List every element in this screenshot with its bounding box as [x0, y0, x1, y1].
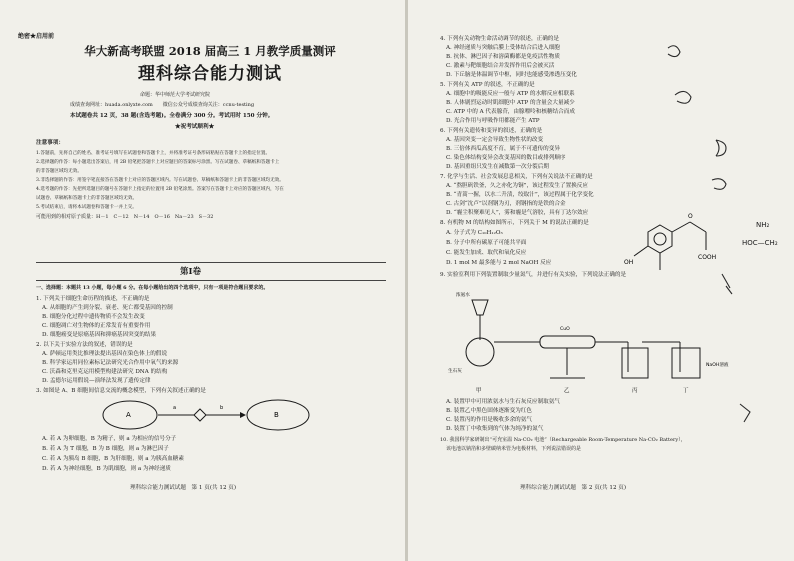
- pen-mark-1: [668, 46, 680, 57]
- meta-scope: 本试题卷共 12 页，38 题(含选考题)。全卷满分 300 分。考试用时 150 分钟。: [70, 113, 274, 119]
- question-10-cont: 该电池以钠箔和多壁碳纳米管为电极材料，下列说法错误的是: [446, 446, 582, 452]
- section-title: 第Ⅰ卷: [180, 267, 201, 277]
- q6-option-d: D. 基因重组只发生在减数第一次分裂后期: [446, 164, 549, 170]
- q7-option-b: B. “青蒿一握，以水二升渍，绞取汁”，该过程属于化学变化: [446, 192, 594, 198]
- q5-option-c: C. ATP 中的 A 代表腺苷，由腺嘌呤和核糖结合而成: [446, 109, 575, 115]
- page-two: [410, 0, 794, 561]
- q3-option-b: B. 若 A 为 T 细胞，B 为 B 细胞，则 a 为淋巴因子: [42, 446, 169, 452]
- q8-option-d: D. 1 mol M 最多能与 2 mol NaOH 反应: [446, 260, 552, 266]
- q7-option-c: C. 古剑“沈卢”以剂钢为刃，剂钢指的是铁的合金: [446, 201, 566, 207]
- cell-a-label: A: [126, 411, 131, 419]
- q2-option-a: A. 萨顿运用类比推理法提出基因在染色体上的假说: [42, 351, 168, 357]
- choice-instructions: 一、选择题：本题共 13 小题，每小题 6 分。在每小题给出的四个选项中，只有一项是符合题目要求的。: [36, 285, 269, 291]
- q8-option-c: C. 能发生加成、取代和氧化反应: [446, 250, 527, 256]
- question-3: 3. 如图是 A、B 细胞间信息交流的概念模型，下列有关叙述正确的是: [36, 388, 206, 394]
- pen-mark-2: [675, 91, 691, 103]
- q6-option-a: A. 基因突变一定会导致生物性状的改变: [446, 137, 544, 143]
- q4-option-c: C. 激素与靶细胞结合并发挥作用后会被灭活: [446, 63, 555, 69]
- q2-option-c: C. 沃森和克里克运用模型构建法研究 DNA 的结构: [42, 369, 168, 375]
- q6-option-b: B. 三倍体西瓜高度不育，属于不可遗传的变异: [446, 146, 560, 152]
- good-luck: ★祝考试顺利★: [175, 124, 215, 130]
- question-8: 8. 有机物 M 的结构如图所示，下列关于 M 的说法正确的是: [440, 220, 589, 226]
- note-4: 4.选考题的作答：先把所选题目的题号在答题卡上指定的位置用 2B 铅笔涂黑。答案写在答题卡上对应的答题区域内，写在: [36, 187, 284, 192]
- page-gutter: [405, 0, 408, 561]
- question-10: 10. 我国科学家研制出“可充室温 Na-CO₂ 电池”（Rechargeable Room-Temperature Na-CO₂ Battery），: [440, 437, 686, 443]
- bottle-c: [622, 348, 648, 378]
- q7-option-a: A. “熬胆矾铁釜，久之亦化为铜”，该过程发生了置换反应: [446, 183, 588, 189]
- q4-option-b: B. 抗体、淋巴因子和溶菌酶都是免疫活性物质: [446, 54, 560, 60]
- label-cuo: CuO: [560, 327, 570, 332]
- label-quicklime: 生石灰: [448, 369, 462, 374]
- question-4: 4. 下列有关动物生命活动调节的叙述，正确的是: [440, 36, 559, 42]
- question-7: 7. 化学与生活、社会发展息息相关，下列有关说法不正确的是: [440, 174, 593, 180]
- exam-title: 理科综合能力测试: [138, 64, 282, 84]
- label-jia: 甲: [476, 388, 482, 394]
- q9-option-a: A. 装置甲中可用浓氨水与生石灰反应制取氨气: [446, 399, 560, 405]
- round-flask: [466, 338, 494, 366]
- handwritten-formula: HOC—CH₂: [742, 239, 778, 247]
- meta-author: 命题：华中师范大学考试研究院: [140, 92, 211, 98]
- q1-option-b: B. 细胞分化过程中遗传物质不会发生改变: [42, 314, 145, 320]
- label-ammonia: 浓氨水: [456, 293, 470, 298]
- note-3: 3.非选择题的作答：用签字笔直接答在答题卡上对应的答题区域内。写在试题卷、草稿纸和答题卡上的非答题区域均无效。: [36, 178, 284, 183]
- label-ding: 丁: [683, 388, 689, 394]
- group-oh: OH: [624, 259, 634, 266]
- q3-option-c: C. 若 A 为胰岛 B 细胞，B 为肝细胞，则 a 为胰高血糖素: [42, 456, 184, 462]
- label-yi: 乙: [564, 388, 570, 394]
- dropping-funnel: [472, 300, 488, 315]
- q6-option-c: C. 染色体结构变异会改变基因的数目或排列顺序: [446, 155, 566, 161]
- note-1: 1.答题前，先将自己的姓名、准考证号填写在试题卷和答题卡上，并将准考证号条形码粘贴在答题卡上的指定位置。: [36, 151, 271, 156]
- question-5: 5. 下列有关 ATP 的叙述，不正确的是: [440, 82, 535, 88]
- q3-option-a: A. 若 A 为卵细胞，B 为精子，则 a 为相应的信号分子: [42, 436, 177, 442]
- exam-header: 华大新高考联盟 2018 届高三 1 月教学质量测评: [84, 44, 336, 58]
- q7-option-d: D. “霾尘积聚难见人”，雾和霾是气溶胶，具有丁达尔效应: [446, 210, 589, 216]
- question-1: 1. 下列关于细胞生命历程的描述，不正确的是: [36, 296, 150, 302]
- question-9: 9. 实验室利用下列装置制取少量氮气，并进行有关实验，下列说法正确的是: [440, 272, 627, 278]
- pen-mark-3: [716, 140, 726, 156]
- q1-option-c: C. 细胞凋亡对生物体的正常发育有重要作用: [42, 323, 151, 329]
- arrow-a-label: a: [173, 405, 177, 411]
- q5-option-b: B. 人体剧烈运动时肌细胞中 ATP 的含量会大量减少: [446, 100, 575, 106]
- lab-apparatus: [410, 0, 794, 561]
- q8-option-a: A. 分子式为 C₁₀H₁₂O₃: [446, 230, 503, 236]
- pen-mark-5: [722, 274, 732, 294]
- arrow-b-label: b: [220, 405, 224, 411]
- question-2: 2. 以下关于实验方法的叙述，错误的是: [36, 342, 133, 348]
- q4-option-d: D. 下丘脑是体温调节中枢，同时也能感受渗透压变化: [446, 72, 577, 78]
- question-6: 6. 下列有关遗传和变异的叙述，正确的是: [440, 128, 543, 134]
- cell-b-label: B: [274, 411, 279, 419]
- reaction-tube: [540, 336, 595, 348]
- q8-option-b: B. 分子中所有碳原子可能共平面: [446, 240, 527, 246]
- atomic-masses: 可能用到的相对原子质量：H－1 C－12 N－14 O－16 Na－23 S－32: [36, 214, 214, 220]
- q9-option-d: D. 装置丁中收集到的气体为纯净的氮气: [446, 426, 544, 432]
- q2-option-b: B. 科学家运用同位素标记法研究光合作用中氧气的来源: [42, 360, 179, 366]
- q9-option-b: B. 装置乙中黑色固体逐渐变为红色: [446, 408, 532, 414]
- note-4-cont: 试题卷、草稿纸和答题卡上的非答题区域均无效。: [36, 196, 138, 201]
- pen-mark-4: [712, 179, 726, 190]
- q9-option-c: C. 装置丙的作用是吸收多余的氨气: [446, 417, 532, 423]
- atom-o: O: [688, 213, 693, 220]
- q1-option-d: D. 细胞癌变是原癌基因和抑癌基因突变的结果: [42, 332, 157, 338]
- page-one-footer: 理科综合能力测试试题 第 1 页(共 12 页): [130, 485, 237, 491]
- arrow-b-head: [240, 412, 246, 418]
- q5-option-d: D. 光合作用与呼吸作用都能产生 ATP: [446, 118, 540, 124]
- bottle-d: [672, 348, 700, 378]
- page-two-footer: 理科综合能力测试试题 第 2 页(共 12 页): [520, 485, 627, 491]
- group-cooh: COOH: [698, 254, 717, 261]
- q2-option-d: D. 孟德尔运用假说—演绎法发现了遗传定律: [42, 378, 151, 384]
- notes-heading: 注意事项：: [36, 140, 64, 146]
- note-2: 2.选择题的作答：每小题选出答案后，用 2B 铅笔把答题卡上对应题目的答案标号涂黑。写在试题卷、草稿纸和答题卡上: [36, 160, 280, 165]
- q1-option-a: A. 从细胞的产生到分裂、衰老、死亡都受基因的控制: [42, 305, 173, 311]
- note-5: 5.考试结束后，请将本试题卷和答题卡一并上交。: [36, 205, 137, 210]
- meta-query: 成绩查询网址：huada.onlyxte.com 微信公众号成绩查询关注：ccnu-testing: [70, 102, 255, 108]
- label-naoh: NaOH溶液: [706, 363, 729, 368]
- signal-diamond: [194, 409, 206, 421]
- handwritten-nh2: NH₂: [756, 221, 770, 229]
- note-2-cont: 的非答题区域均无效。: [36, 169, 82, 174]
- q4-option-a: A. 神经递质与突触后膜上受体结合后进入细胞: [446, 45, 560, 51]
- confidential-label: 绝密★启用前: [18, 33, 55, 40]
- label-bing: 丙: [632, 388, 638, 394]
- q3-option-d: D. 若 A 为神经细胞，B 为肌细胞，则 a 为神经递质: [42, 466, 171, 472]
- q5-option-a: A. 细胞中的吸能反应一般与 ATP 的水解反应相联系: [446, 91, 575, 97]
- pen-mark-6: [740, 404, 750, 422]
